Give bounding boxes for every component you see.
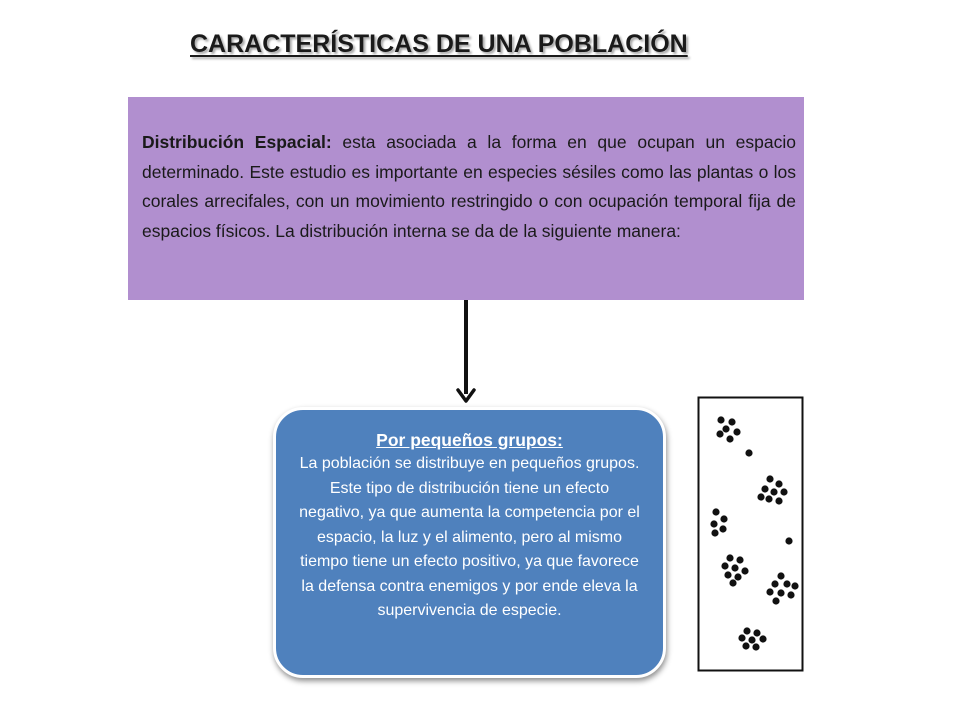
clustered-distribution-illustration [697, 396, 804, 672]
arrow-down-icon [456, 388, 476, 404]
spatial-distribution-description: esta asociada a la forma en que ocupan un espacio determinado. Este estudio es importante en especies sésiles como las plantas o los corales arrecifales, con un movimiento restringido o con ocupación temporal fija de espacios físicos. La distribución interna se da de la siguiente manera: [142, 132, 797, 241]
spatial-distribution-box [128, 97, 804, 300]
small-groups-text: La población se distribuye en pequeños grupos. Este tipo de distribución tiene un efecto negativo, ya que aumenta la competencia por el espacio, la luz y el alimento, pero al mismo tiempo tiene un efecto positivo, ya que favorece la defensa contra enemigos y por ende eleva la supervivencia de especie. [299, 455, 640, 619]
page-title: CARACTERÍSTICAS DE UNA POBLACIÓN [190, 30, 688, 58]
small-groups-heading: Por pequeños grupos: [376, 430, 563, 450]
connector-arrow-line [464, 300, 468, 394]
small-groups-box [273, 407, 666, 678]
spatial-distribution-term: Distribución Espacial: [142, 132, 332, 152]
spatial-distribution-text [142, 128, 796, 246]
